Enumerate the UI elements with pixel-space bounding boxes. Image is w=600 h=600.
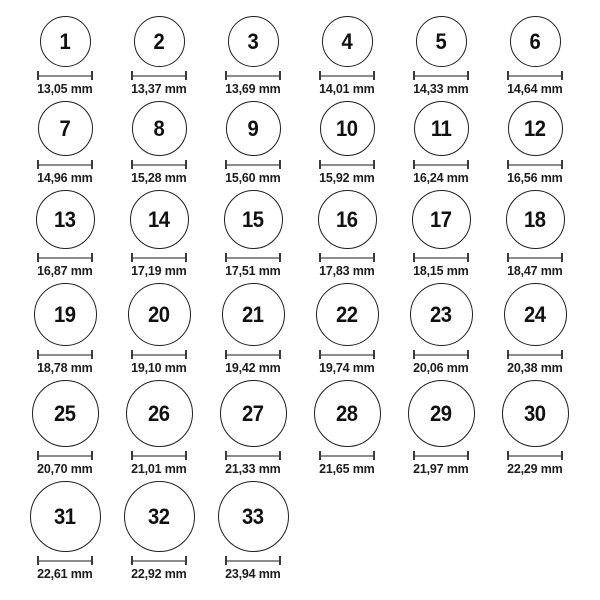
diameter-measure-line (131, 253, 187, 262)
diameter-measure-line (413, 253, 469, 262)
ring-size-cell (18, 101, 112, 185)
measure-bar (39, 354, 91, 356)
measure-right-tick (467, 160, 469, 169)
measure-bar (133, 164, 185, 166)
measure-bar (415, 354, 467, 356)
ring-size-cell (206, 190, 300, 278)
ring-size-cell (488, 101, 582, 185)
ring-circle (128, 283, 191, 346)
measure-bar (133, 257, 185, 259)
ring-size-number: 20 (148, 301, 170, 327)
diameter-label: 14,33 mm (413, 81, 469, 96)
measure-bar (39, 164, 91, 166)
ring-size-cell (300, 283, 394, 375)
measure-bar (321, 455, 373, 457)
diameter-measure-line (37, 253, 93, 262)
ring-size-cell (112, 190, 206, 278)
diameter-measure-line (131, 160, 187, 169)
diameter-measure-line (319, 253, 375, 262)
ring-circle (226, 101, 281, 156)
ring-circle (224, 190, 283, 249)
ring-size-cell (206, 283, 300, 375)
ring-size-cell (394, 283, 488, 375)
diameter-label: 21,33 mm (225, 461, 281, 476)
measure-right-tick (467, 350, 469, 359)
diameter-label: 15,60 mm (225, 170, 281, 185)
ring-size-cell (18, 16, 112, 96)
ring-size-cell (394, 380, 488, 476)
ring-size-cell (488, 283, 582, 375)
measure-right-tick (91, 451, 93, 460)
diameter-label: 13,05 mm (37, 81, 93, 96)
diameter-measure-line (225, 451, 281, 460)
diameter-label: 18,78 mm (37, 360, 93, 375)
diameter-label: 17,19 mm (131, 263, 187, 278)
ring-circle (318, 190, 377, 249)
diameter-measure-line (507, 160, 563, 169)
ring-circle (506, 190, 565, 249)
ring-size-number: 16 (336, 206, 358, 232)
diameter-measure-line (413, 451, 469, 460)
measure-right-tick (279, 556, 281, 565)
measure-right-tick (373, 350, 375, 359)
ring-circle (408, 380, 475, 447)
chart-row (18, 283, 582, 375)
measure-right-tick (91, 350, 93, 359)
measure-right-tick (279, 253, 281, 262)
measure-bar (321, 257, 373, 259)
measure-right-tick (185, 556, 187, 565)
diameter-label: 14,01 mm (319, 81, 375, 96)
measure-right-tick (279, 71, 281, 80)
ring-circle (36, 190, 95, 249)
ring-size-number: 9 (247, 115, 259, 141)
diameter-measure-line (225, 253, 281, 262)
diameter-label: 15,28 mm (131, 170, 187, 185)
measure-right-tick (373, 71, 375, 80)
ring-circle (314, 380, 381, 447)
ring-size-number: 27 (242, 400, 264, 426)
ring-circle (40, 16, 91, 67)
ring-size-cell (18, 380, 112, 476)
ring-size-number: 31 (54, 503, 76, 529)
ring-size-cell (112, 481, 206, 581)
measure-right-tick (91, 253, 93, 262)
diameter-label: 20,06 mm (413, 360, 469, 375)
measure-right-tick (185, 451, 187, 460)
diameter-label: 19,42 mm (225, 360, 281, 375)
ring-size-cell (18, 283, 112, 375)
diameter-measure-line (225, 160, 281, 169)
diameter-measure-line (131, 350, 187, 359)
ring-size-number: 3 (247, 28, 259, 54)
measure-bar (415, 257, 467, 259)
diameter-measure-line (413, 350, 469, 359)
ring-size-number: 29 (430, 400, 452, 426)
measure-bar (227, 354, 279, 356)
measure-right-tick (279, 451, 281, 460)
diameter-measure-line (507, 253, 563, 262)
ring-size-number: 7 (59, 115, 71, 141)
diameter-label: 22,29 mm (507, 461, 563, 476)
ring-size-number: 11 (430, 115, 452, 141)
measure-bar (415, 75, 467, 77)
measure-bar (509, 455, 561, 457)
ring-size-number: 6 (529, 28, 541, 54)
diameter-measure-line (319, 160, 375, 169)
ring-circle (508, 101, 563, 156)
measure-right-tick (373, 253, 375, 262)
diameter-measure-line (131, 71, 187, 80)
ring-size-cell (18, 190, 112, 278)
diameter-label: 20,70 mm (37, 461, 93, 476)
measure-bar (39, 560, 91, 562)
ring-size-cell (206, 16, 300, 96)
ring-size-cell (206, 380, 300, 476)
measure-bar (509, 164, 561, 166)
measure-right-tick (91, 71, 93, 80)
ring-size-cell (112, 101, 206, 185)
diameter-label: 22,61 mm (37, 566, 93, 581)
measure-bar (133, 560, 185, 562)
ring-circle (320, 101, 375, 156)
ring-size-cell (300, 101, 394, 185)
ring-circle (220, 380, 287, 447)
measure-right-tick (561, 253, 563, 262)
diameter-label: 21,97 mm (413, 461, 469, 476)
ring-size-number: 33 (242, 503, 264, 529)
measure-bar (415, 455, 467, 457)
ring-size-number: 32 (148, 503, 170, 529)
diameter-measure-line (319, 350, 375, 359)
ring-circle (126, 380, 193, 447)
diameter-label: 16,56 mm (507, 170, 563, 185)
ring-circle (124, 481, 195, 552)
measure-right-tick (279, 160, 281, 169)
ring-size-number: 14 (148, 206, 170, 232)
ring-size-cell (206, 101, 300, 185)
diameter-label: 15,92 mm (319, 170, 375, 185)
measure-bar (509, 75, 561, 77)
measure-bar (39, 257, 91, 259)
diameter-measure-line (507, 451, 563, 460)
measure-right-tick (185, 350, 187, 359)
measure-bar (321, 164, 373, 166)
ring-size-number: 30 (524, 400, 546, 426)
measure-right-tick (91, 556, 93, 565)
measure-right-tick (373, 451, 375, 460)
measure-bar (133, 455, 185, 457)
diameter-label: 17,83 mm (319, 263, 375, 278)
ring-size-cell (488, 16, 582, 96)
ring-size-cell (112, 283, 206, 375)
ring-size-number: 23 (430, 301, 452, 327)
measure-bar (509, 257, 561, 259)
measure-right-tick (373, 160, 375, 169)
diameter-measure-line (131, 451, 187, 460)
measure-right-tick (91, 160, 93, 169)
ring-circle (410, 283, 473, 346)
ring-size-number: 28 (336, 400, 358, 426)
ring-size-cell (488, 190, 582, 278)
ring-circle (134, 16, 185, 67)
ring-size-number: 26 (148, 400, 170, 426)
diameter-label: 19,74 mm (319, 360, 375, 375)
measure-bar (39, 75, 91, 77)
diameter-label: 22,92 mm (131, 566, 187, 581)
ring-circle (34, 283, 97, 346)
diameter-label: 19,10 mm (131, 360, 187, 375)
diameter-measure-line (37, 71, 93, 80)
ring-circle (38, 101, 93, 156)
diameter-measure-line (319, 71, 375, 80)
diameter-label: 13,69 mm (225, 81, 281, 96)
ring-circle (130, 190, 189, 249)
chart-row (18, 481, 582, 581)
ring-size-number: 8 (153, 115, 165, 141)
ring-size-number: 25 (54, 400, 76, 426)
chart-row (18, 101, 582, 185)
chart-row (18, 16, 582, 96)
measure-bar (133, 75, 185, 77)
ring-size-number: 5 (435, 28, 447, 54)
measure-bar (509, 354, 561, 356)
diameter-measure-line (131, 556, 187, 565)
diameter-label: 23,94 mm (225, 566, 281, 581)
diameter-measure-line (37, 350, 93, 359)
measure-bar (227, 455, 279, 457)
measure-right-tick (467, 71, 469, 80)
diameter-measure-line (507, 350, 563, 359)
measure-right-tick (279, 350, 281, 359)
diameter-measure-line (225, 556, 281, 565)
measure-bar (227, 257, 279, 259)
ring-size-number: 10 (336, 115, 358, 141)
diameter-measure-line (37, 556, 93, 565)
ring-size-number: 22 (336, 301, 358, 327)
ring-size-cell (300, 16, 394, 96)
diameter-label: 21,65 mm (319, 461, 375, 476)
diameter-label: 20,38 mm (507, 360, 563, 375)
ring-circle (30, 481, 101, 552)
ring-size-number: 13 (54, 206, 76, 232)
diameter-label: 14,64 mm (507, 81, 563, 96)
measure-bar (227, 560, 279, 562)
ring-size-cell (112, 16, 206, 96)
measure-bar (415, 164, 467, 166)
ring-size-number: 2 (153, 28, 165, 54)
diameter-measure-line (225, 350, 281, 359)
measure-right-tick (185, 71, 187, 80)
diameter-label: 14,96 mm (37, 170, 93, 185)
measure-right-tick (467, 451, 469, 460)
ring-size-number: 19 (54, 301, 76, 327)
ring-circle (502, 380, 569, 447)
measure-right-tick (561, 71, 563, 80)
diameter-label: 18,47 mm (507, 263, 563, 278)
diameter-measure-line (37, 451, 93, 460)
ring-size-number: 18 (524, 206, 546, 232)
measure-right-tick (561, 451, 563, 460)
diameter-label: 16,87 mm (37, 263, 93, 278)
ring-size-number: 21 (242, 301, 264, 327)
measure-right-tick (561, 160, 563, 169)
diameter-label: 13,37 mm (131, 81, 187, 96)
ring-size-cell (300, 190, 394, 278)
ring-circle (316, 283, 379, 346)
ring-circle (228, 16, 279, 67)
measure-right-tick (185, 253, 187, 262)
ring-size-cell (488, 380, 582, 476)
ring-size-number: 17 (430, 206, 452, 232)
diameter-measure-line (225, 71, 281, 80)
ring-circle (222, 283, 285, 346)
ring-circle (412, 190, 471, 249)
chart-row (18, 380, 582, 476)
measure-bar (321, 354, 373, 356)
diameter-label: 17,51 mm (225, 263, 281, 278)
ring-size-cell (394, 190, 488, 278)
ring-size-number: 15 (242, 206, 264, 232)
ring-circle (510, 16, 561, 67)
ring-circle (132, 101, 187, 156)
measure-bar (39, 455, 91, 457)
ring-size-number: 24 (524, 301, 546, 327)
measure-bar (227, 75, 279, 77)
ring-circle (414, 101, 469, 156)
diameter-measure-line (37, 160, 93, 169)
ring-size-cell (18, 481, 112, 581)
chart-row (18, 190, 582, 278)
ring-circle (504, 283, 567, 346)
ring-circle (32, 380, 99, 447)
diameter-measure-line (413, 160, 469, 169)
measure-bar (227, 164, 279, 166)
diameter-label: 16,24 mm (413, 170, 469, 185)
ring-circle (322, 16, 373, 67)
diameter-label: 21,01 mm (131, 461, 187, 476)
diameter-measure-line (507, 71, 563, 80)
ring-size-cell (206, 481, 300, 581)
ring-size-number: 12 (524, 115, 546, 141)
measure-right-tick (185, 160, 187, 169)
measure-right-tick (467, 253, 469, 262)
ring-size-number: 1 (59, 28, 71, 54)
diameter-measure-line (319, 451, 375, 460)
diameter-label: 18,15 mm (413, 263, 469, 278)
diameter-measure-line (413, 71, 469, 80)
ring-size-number: 4 (341, 28, 353, 54)
ring-size-cell (394, 101, 488, 185)
ring-size-cell (300, 380, 394, 476)
measure-bar (133, 354, 185, 356)
ring-circle (416, 16, 467, 67)
measure-bar (321, 75, 373, 77)
ring-circle (218, 481, 289, 552)
ring-size-cell (394, 16, 488, 96)
measure-right-tick (561, 350, 563, 359)
ring-size-cell (112, 380, 206, 476)
